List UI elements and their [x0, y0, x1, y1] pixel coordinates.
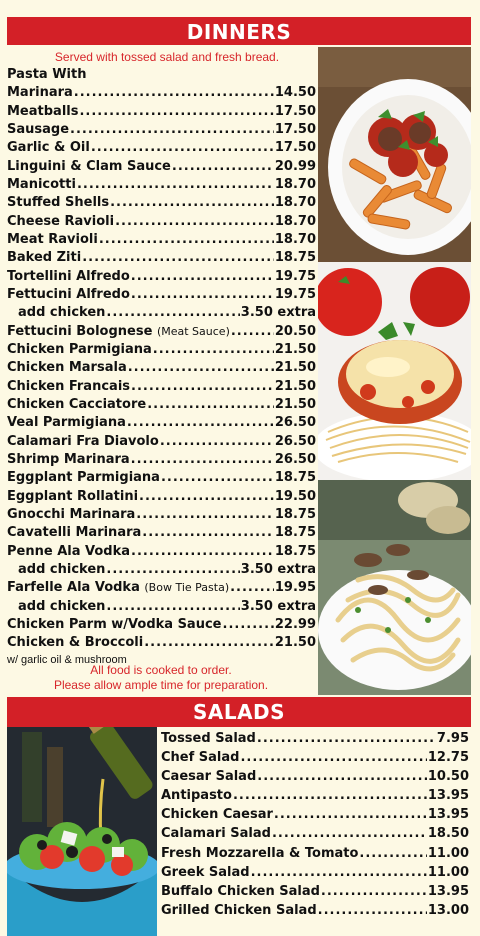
menu-item [7, 543, 316, 561]
leader-dots [359, 844, 426, 863]
leader-dots [230, 579, 274, 597]
menu-item-name [7, 176, 76, 194]
menu-item-name-text: Eggplant Rollatini [7, 488, 139, 504]
menu-item-name [7, 616, 222, 634]
menu-item-name-text: Stuffed Shells [7, 195, 110, 211]
menu-item [161, 882, 469, 901]
menu-item [7, 359, 316, 377]
leader-dots [274, 805, 427, 824]
menu-item-price: 19.75 [274, 286, 316, 302]
menu-item-name [161, 729, 256, 748]
menu-item-name [7, 433, 159, 451]
leader-dots [240, 748, 426, 767]
leader-dots [272, 824, 427, 843]
menu-item-price: 13.95 [427, 788, 469, 804]
menu-item [7, 323, 316, 341]
leader-dots [160, 433, 274, 451]
menu-item [7, 158, 316, 176]
menu-item-name-text: Fresh Mozzarella & Tomato [161, 845, 359, 861]
menu-item [7, 488, 316, 506]
menu-item [7, 341, 316, 359]
leader-dots [257, 729, 436, 748]
menu-item [7, 524, 316, 542]
menu-item-name [7, 103, 78, 121]
menu-item [7, 469, 316, 487]
leader-dots [251, 863, 427, 882]
leader-dots [147, 396, 274, 414]
menu-item-name [161, 882, 320, 901]
menu-item [7, 304, 316, 322]
menu-item-name [7, 323, 230, 341]
menu-item [7, 84, 316, 102]
menu-item-name [7, 66, 86, 84]
menu-item [7, 451, 316, 469]
menu-item-name-text: Pasta With [7, 67, 87, 82]
menu-item [7, 268, 316, 286]
menu-item-name [7, 249, 81, 267]
menu-item-price: 7.95 [436, 731, 469, 746]
menu-item [7, 231, 316, 249]
menu-item-description: (Meat Sauce) [156, 324, 230, 338]
leader-dots [131, 543, 274, 561]
menu-item-name-text: Fettucini Bolognese [7, 323, 153, 339]
dinner-menu-list [7, 66, 316, 668]
menu-item-name [7, 451, 130, 469]
menu-item-name [161, 863, 250, 882]
menu-item-price: 21.50 [274, 635, 316, 651]
menu-item-price: 12.75 [427, 750, 469, 766]
menu-item-price: 17.50 [274, 140, 316, 156]
menu-item-name-text: Chicken Parm w/Vodka Sauce [7, 616, 222, 632]
menu-item-name [161, 786, 232, 805]
menu-item-name-text: Cheese Ravioli [7, 213, 115, 229]
leader-dots [127, 414, 274, 432]
menu-item-price: 21.50 [274, 396, 316, 412]
menu-item-name-text: Eggplant Parmigiana [7, 470, 160, 486]
menu-item-name [161, 824, 271, 843]
menu-item-price: 3.50 extra [240, 305, 316, 321]
leader-dots [106, 598, 239, 616]
menu-item-name-text: Gnocchi Marinara [7, 506, 136, 522]
menu-item-name [7, 194, 109, 212]
menu-item [7, 506, 316, 524]
menu-item [161, 824, 469, 843]
menu-item-name [7, 213, 114, 231]
menu-item-name [7, 286, 130, 304]
menu-item [161, 844, 469, 863]
menu-item-name [7, 139, 90, 157]
menu-item-name-text: Sausage [7, 121, 70, 137]
menu-item-price: 20.50 [274, 323, 316, 339]
menu-item [7, 66, 316, 84]
menu-item-name [7, 341, 152, 359]
menu-item-price: 22.99 [274, 616, 316, 632]
menu-item-price: 18.75 [274, 525, 316, 541]
menu-item-description: (Bow Tie Pasta) [144, 581, 230, 595]
menu-item-name-text: Meatballs [7, 103, 79, 119]
menu-item-name-text: Garlic & Oil [7, 140, 90, 156]
menu-item [7, 378, 316, 396]
menu-item [7, 598, 316, 616]
menu-item-price: 10.50 [427, 769, 469, 785]
menu-item [7, 634, 316, 652]
served-note: Served with tossed salad and fresh bread. [54, 50, 280, 64]
leader-dots [131, 286, 274, 304]
menu-item [161, 748, 469, 767]
menu-item-name [7, 506, 135, 524]
menu-item-name-text: Buffalo Chicken Salad [161, 883, 320, 899]
menu-item-name-text: Chicken Parmigiana [7, 341, 152, 357]
salad-menu-list [161, 729, 469, 920]
menu-item-name [7, 304, 105, 322]
chicken-parmigiana-photo [318, 262, 471, 480]
menu-item-name-text: Caesar Salad [161, 769, 257, 785]
menu-item-name-text: Greek Salad [161, 864, 250, 880]
menu-item [161, 805, 469, 824]
menu-item-price: 26.50 [274, 451, 316, 467]
menu-item-name [7, 598, 105, 616]
menu-item [7, 561, 316, 579]
leader-dots [318, 901, 427, 920]
menu-item-name-text: Fettucini Alfredo [7, 286, 130, 302]
menu-item-name-text: Penne Ala Vodka [7, 543, 131, 559]
menu-item-price: 13.00 [427, 902, 469, 918]
broccoli-note: w/ garlic oil & mushroom [7, 653, 127, 666]
menu-item-name-text: Cavatelli Marinara [7, 525, 142, 541]
menu-item-price: 19.95 [274, 580, 316, 596]
salads-header: SALADS [7, 697, 471, 727]
menu-item-price: 26.50 [274, 433, 316, 449]
menu-item-name-text: Chicken Cacciatore [7, 396, 147, 412]
menu-item-price: 18.50 [427, 826, 469, 842]
menu-item-name [7, 121, 69, 139]
menu-item-price: 19.50 [274, 488, 316, 504]
leader-dots [233, 786, 427, 805]
salad-photo [7, 727, 157, 936]
menu-item-name-text: Antipasto [161, 788, 232, 804]
menu-item [161, 786, 469, 805]
menu-item-name-text: Veal Parmigiana [7, 415, 126, 431]
menu-item-price: 26.50 [274, 415, 316, 431]
menu-item-price: 18.70 [274, 195, 316, 211]
menu-item-price: 18.70 [274, 176, 316, 192]
leader-dots [136, 506, 274, 524]
menu-item-price: 3.50 extra [240, 598, 316, 614]
menu-item-price: 21.50 [274, 378, 316, 394]
leader-dots [257, 767, 427, 786]
menu-item-price: 21.50 [274, 360, 316, 376]
menu-item-name-text: Manicotti [7, 176, 76, 192]
menu-item-name-text: add chicken [18, 305, 106, 321]
menu-item-price: 21.50 [274, 341, 316, 357]
menu-item [7, 213, 316, 231]
menu-item-price: 14.50 [274, 85, 316, 101]
menu-item-name [161, 805, 273, 824]
menu-item-name-text: Farfelle Ala Vodka [7, 580, 140, 596]
menu-item-price: 13.95 [427, 883, 469, 899]
menu-item-name-text: Tossed Salad [161, 731, 256, 746]
menu-item [7, 194, 316, 212]
leader-dots [106, 561, 239, 579]
leader-dots [131, 268, 274, 286]
menu-item-name [7, 158, 171, 176]
menu-item-price: 18.75 [274, 543, 316, 559]
leader-dots [131, 378, 274, 396]
menu-item-name-text: Calamari Salad [161, 826, 271, 842]
menu-item-name-text: Shrimp Marinara [7, 451, 130, 467]
leader-dots [153, 341, 274, 359]
menu-item [7, 286, 316, 304]
menu-item-price: 11.00 [427, 864, 469, 880]
leader-dots [128, 359, 274, 377]
menu-item [7, 616, 316, 634]
menu-item-name-text: Grilled Chicken Salad [161, 902, 317, 918]
leader-dots [223, 616, 274, 634]
menu-item-name [7, 524, 141, 542]
menu-item-name-text: Chicken Marsala [7, 360, 127, 376]
menu-item-price: 19.75 [274, 268, 316, 284]
menu-item-name-text: Chicken Caesar [161, 807, 273, 823]
menu-item-name [7, 84, 73, 102]
menu-item-name-text: Calamari Fra Diavolo [7, 433, 159, 449]
leader-dots [79, 103, 273, 121]
menu-item [7, 433, 316, 451]
leader-dots [110, 194, 274, 212]
leader-dots [115, 213, 274, 231]
menu-item-price: 18.70 [274, 213, 316, 229]
leader-dots [82, 249, 274, 267]
menu-item-name-text: Meat Ravioli [7, 231, 98, 247]
leader-dots [144, 634, 274, 652]
leader-dots [161, 469, 274, 487]
menu-item-name [161, 767, 256, 786]
leader-dots [99, 231, 274, 249]
menu-item-name [161, 844, 358, 863]
menu-item-price: 11.00 [427, 845, 469, 861]
menu-item-price: 20.99 [274, 158, 316, 174]
menu-item-price: 13.95 [427, 807, 469, 823]
dinners-header: DINNERS [7, 17, 471, 45]
menu-item [7, 121, 316, 139]
leader-dots [131, 451, 274, 469]
menu-item-name [7, 561, 105, 579]
leader-dots [106, 304, 239, 322]
leader-dots [139, 488, 274, 506]
menu-item-name [161, 748, 239, 767]
menu-item [161, 729, 469, 748]
menu-item-name-text: add chicken [18, 561, 106, 577]
leader-dots [142, 524, 274, 542]
leader-dots [77, 176, 274, 194]
menu-item-price: 17.50 [274, 121, 316, 137]
menu-item-name-text: add chicken [18, 598, 106, 614]
leader-dots [231, 323, 274, 341]
menu-item-price: 3.50 extra [240, 561, 316, 577]
menu-item-name [7, 359, 127, 377]
menu-item-price: 18.75 [274, 506, 316, 522]
menu-item-name [161, 901, 317, 920]
menu-item-name [7, 543, 130, 561]
menu-item [7, 414, 316, 432]
menu-item [7, 249, 316, 267]
menu-item [7, 176, 316, 194]
leader-dots [70, 121, 274, 139]
fettuccine-alfredo-photo [318, 480, 471, 695]
menu-item-price: 17.50 [274, 103, 316, 119]
menu-item [161, 863, 469, 882]
cooked-to-order-note: All food is cooked to order. [90, 663, 232, 677]
preparation-time-note: Please allow ample time for preparation. [53, 678, 269, 692]
menu-item-name [7, 268, 130, 286]
menu-item [161, 767, 469, 786]
menu-item-name [7, 414, 126, 432]
menu-item-name-text: Tortellini Alfredo [7, 268, 130, 284]
menu-item-name-text: Chef Salad [161, 750, 240, 766]
menu-item-name-text: Baked Ziti [7, 250, 82, 266]
leader-dots [91, 139, 274, 157]
menu-item-name [7, 378, 130, 396]
menu-item-name [7, 396, 146, 414]
menu-item-price: 18.75 [274, 470, 316, 486]
menu-item [7, 139, 316, 157]
menu-item [7, 579, 316, 597]
pasta-photo [318, 47, 471, 262]
menu-item-name-text: Chicken & Broccoli [7, 635, 144, 651]
menu-item-price: 18.70 [274, 231, 316, 247]
leader-dots [321, 882, 427, 901]
menu-item [7, 396, 316, 414]
leader-dots [74, 84, 274, 102]
menu-item-name [7, 634, 143, 652]
menu-item [7, 103, 316, 121]
menu-item-name-text: Chicken Francais [7, 378, 131, 394]
menu-item-price: 18.75 [274, 250, 316, 266]
menu-item-name-text: Linguini & Clam Sauce [7, 158, 171, 174]
menu-item [161, 901, 469, 920]
menu-item-name [7, 579, 229, 597]
menu-item-name [7, 488, 138, 506]
menu-item-name-text: Marinara [7, 85, 73, 101]
leader-dots [172, 158, 274, 176]
menu-item-name [7, 469, 160, 487]
menu-item-name [7, 231, 98, 249]
